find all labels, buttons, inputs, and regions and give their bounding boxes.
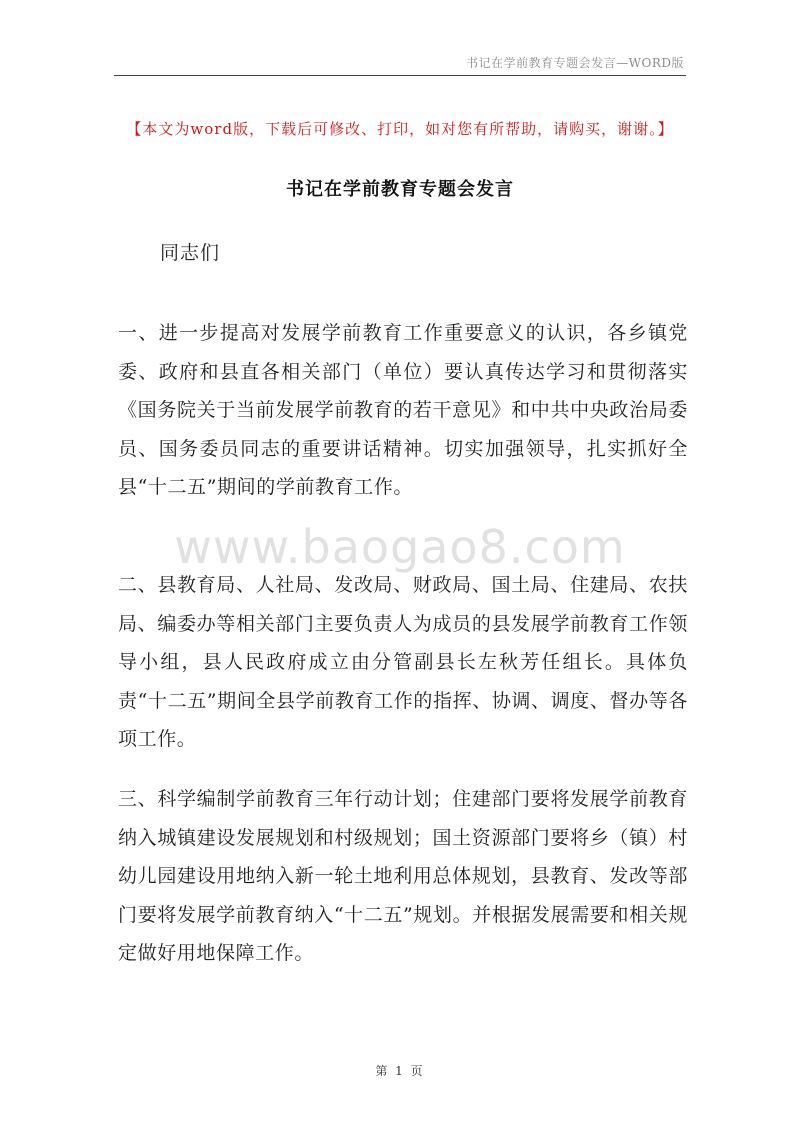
header-divider	[114, 75, 686, 76]
paragraph-2: 二、县教育局、人社局、发改局、财政局、国土局、住建局、农扶局、编委办等相关部门主要负责人为成员的县发展学前教育工作领导小组，县人民政府成立由分管副县长左秋芳任组长。具体负责“十二五”期间全县学前教育工作的指挥、协调、调度、督办等各项工作。	[118, 574, 688, 750]
running-header: 书记在学前教育专题会发言—WORD版	[466, 56, 684, 70]
greeting: 同志们	[160, 242, 221, 264]
watermark: www.baogao8.com	[174, 520, 626, 574]
document-title: 书记在学前教育专题会发言	[286, 179, 514, 200]
paragraph-1: 一、进一步提高对发展学前教育工作重要意义的认识，各乡镇党委、政府和县直各相关部门（单位）要认真传达学习和贯彻落实《国务院关于当前发展学前教育的若干意见》和中共中央政治局委员、国务委员同志的重要讲话精神。切实加强领导，扎实抓好全县“十二五”期间的学前教育工作。	[118, 322, 688, 498]
paragraph-3: 三、科学编制学前教育三年行动计划；住建部门要将发展学前教育纳入城镇建设发展规划和村级规划；国土资源部门要将乡（镇）村幼儿园建设用地纳入新一轮土地利用总体规划，县教育、发改等部门要将发展学前教育纳入“十二五”规划。并根据发展需要和相关规定做好用地保障工作。	[118, 788, 688, 964]
download-notice: 【本文为word版，下载后可修改、打印，如对您有所帮助，请购买，谢谢。】	[126, 120, 674, 138]
page-number: 第 1 页	[375, 1064, 425, 1078]
